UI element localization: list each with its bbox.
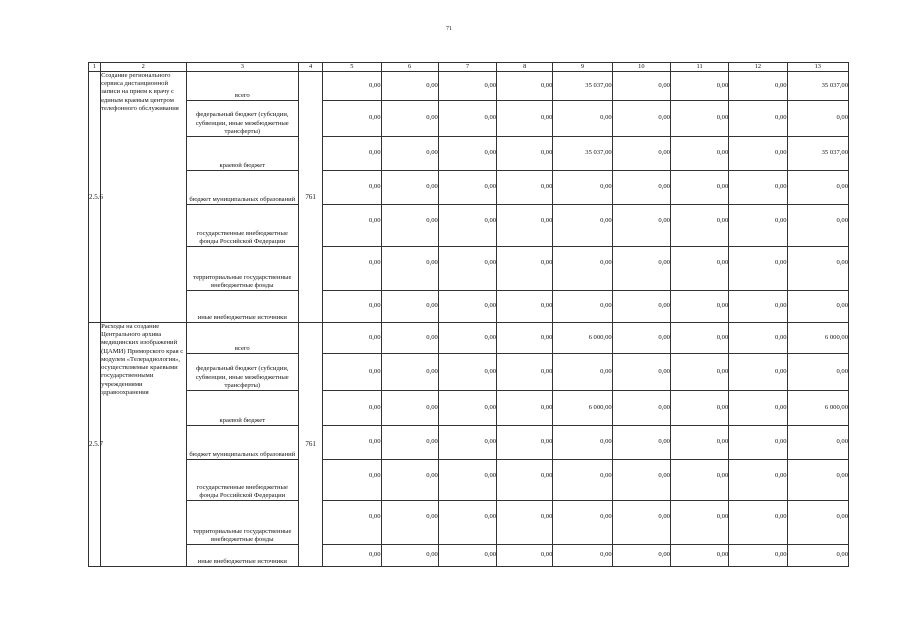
amount-cell: 0,00	[787, 354, 848, 391]
amount-cell: 0,00	[381, 501, 438, 545]
funding-source: всего	[186, 323, 299, 354]
amount-cell: 0,00	[323, 101, 381, 137]
table-row	[89, 460, 849, 501]
amount-cell: 0,00	[553, 460, 612, 501]
amount-cell: 0,00	[497, 137, 553, 171]
amount-cell: 6 000,00	[787, 323, 848, 354]
funding-source: бюджет муниципальных образований	[186, 426, 299, 460]
amount-cell: 0,00	[553, 426, 612, 460]
amount-cell: 0,00	[670, 72, 728, 101]
amount-cell: 0,00	[670, 391, 728, 426]
amount-cell: 0,00	[612, 545, 670, 567]
amount-cell: 0,00	[553, 501, 612, 545]
amount-cell: 35 037,00	[787, 137, 848, 171]
amount-cell: 0,00	[323, 391, 381, 426]
amount-cell: 0,00	[787, 171, 848, 205]
amount-cell: 0,00	[612, 291, 670, 323]
amount-cell: 0,00	[438, 426, 496, 460]
amount-cell: 0,00	[612, 72, 670, 101]
amount-cell: 0,00	[729, 291, 787, 323]
amount-cell: 0,00	[438, 354, 496, 391]
amount-cell: 0,00	[438, 171, 496, 205]
amount-cell: 0,00	[323, 545, 381, 567]
amount-cell: 0,00	[553, 205, 612, 247]
amount-cell: 0,00	[729, 501, 787, 545]
amount-cell: 0,00	[323, 171, 381, 205]
amount-cell: 6 000,00	[553, 391, 612, 426]
amount-cell: 0,00	[553, 291, 612, 323]
amount-cell: 0,00	[323, 323, 381, 354]
amount-cell: 0,00	[381, 137, 438, 171]
amount-cell: 0,00	[497, 247, 553, 291]
amount-cell: 0,00	[729, 391, 787, 426]
funding-source: территориальные государственные внебюджетные фонды	[186, 501, 299, 545]
amount-cell: 0,00	[787, 545, 848, 567]
table-row	[89, 137, 849, 171]
table-row	[89, 323, 849, 354]
amount-cell: 0,00	[381, 545, 438, 567]
amount-cell: 0,00	[612, 460, 670, 501]
amount-cell: 0,00	[787, 501, 848, 545]
funding-source: территориальные государственные внебюджетные фонды	[186, 247, 299, 291]
table-row	[89, 101, 849, 137]
amount-cell: 0,00	[612, 391, 670, 426]
amount-cell: 0,00	[497, 545, 553, 567]
amount-cell: 0,00	[438, 72, 496, 101]
amount-cell: 0,00	[438, 137, 496, 171]
column-header: 6	[381, 63, 438, 72]
table-row	[89, 501, 849, 545]
column-header: 4	[299, 63, 323, 72]
table-body	[89, 72, 849, 567]
table-row	[89, 354, 849, 391]
page-number: 71	[446, 26, 452, 32]
amount-cell: 0,00	[497, 501, 553, 545]
amount-cell: 0,00	[323, 205, 381, 247]
amount-cell: 0,00	[381, 101, 438, 137]
amount-cell: 0,00	[497, 72, 553, 101]
amount-cell: 0,00	[612, 205, 670, 247]
amount-cell: 0,00	[670, 426, 728, 460]
column-header: 13	[787, 63, 848, 72]
amount-cell: 0,00	[497, 171, 553, 205]
amount-cell: 0,00	[381, 323, 438, 354]
amount-cell: 0,00	[553, 171, 612, 205]
amount-cell: 0,00	[497, 323, 553, 354]
amount-cell: 0,00	[438, 501, 496, 545]
table-row	[89, 171, 849, 205]
table-row	[89, 247, 849, 291]
amount-cell: 35 037,00	[553, 72, 612, 101]
column-header: 12	[729, 63, 787, 72]
amount-cell: 0,00	[670, 137, 728, 171]
amount-cell: 0,00	[670, 323, 728, 354]
amount-cell: 0,00	[670, 501, 728, 545]
amount-cell: 0,00	[438, 391, 496, 426]
amount-cell: 0,00	[670, 205, 728, 247]
budget-table	[88, 62, 849, 567]
amount-cell: 0,00	[612, 323, 670, 354]
amount-cell: 0,00	[612, 101, 670, 137]
column-header: 5	[323, 63, 381, 72]
amount-cell: 0,00	[670, 354, 728, 391]
amount-cell: 0,00	[323, 460, 381, 501]
funding-source: всего	[186, 72, 299, 101]
column-header: 10	[612, 63, 670, 72]
amount-cell: 0,00	[497, 460, 553, 501]
amount-cell: 0,00	[381, 354, 438, 391]
amount-cell: 0,00	[553, 354, 612, 391]
amount-cell: 35 037,00	[553, 137, 612, 171]
amount-cell: 0,00	[323, 426, 381, 460]
amount-cell: 0,00	[787, 291, 848, 323]
funding-source: иные внебюджетные источники	[186, 291, 299, 323]
amount-cell: 0,00	[670, 460, 728, 501]
table-row	[89, 426, 849, 460]
amount-cell: 0,00	[729, 137, 787, 171]
amount-cell: 0,00	[381, 171, 438, 205]
amount-cell: 0,00	[497, 101, 553, 137]
amount-cell: 0,00	[670, 101, 728, 137]
amount-cell: 0,00	[729, 205, 787, 247]
amount-cell: 0,00	[787, 205, 848, 247]
amount-cell: 0,00	[612, 354, 670, 391]
section-name: Создание регионального сервиса дистанционной записи на прием к врачу с единым краевым центром телефонного обслуживания	[101, 72, 186, 323]
section-name: Расходы на создание Центрального архива медицинских изображений (ЦАМИ) Приморского края с модулем «Телерадиология», осуществляемые краевыми государственными учреждениями здравоохранения	[101, 323, 186, 567]
amount-cell: 0,00	[381, 391, 438, 426]
column-header: 2	[101, 63, 186, 72]
amount-cell: 0,00	[787, 426, 848, 460]
amount-cell: 0,00	[381, 426, 438, 460]
amount-cell: 0,00	[438, 247, 496, 291]
amount-cell: 6 000,00	[787, 391, 848, 426]
amount-cell: 0,00	[497, 391, 553, 426]
amount-cell: 0,00	[497, 426, 553, 460]
amount-cell: 0,00	[381, 460, 438, 501]
amount-cell: 0,00	[612, 137, 670, 171]
table-row	[89, 72, 849, 101]
budget-code: 761	[299, 72, 323, 323]
amount-cell: 0,00	[323, 72, 381, 101]
amount-cell: 0,00	[381, 291, 438, 323]
amount-cell: 0,00	[438, 323, 496, 354]
amount-cell: 0,00	[323, 291, 381, 323]
table-row	[89, 391, 849, 426]
funding-source: государственные внебюджетные фонды Российской Федерации	[186, 460, 299, 501]
funding-source: федеральный бюджет (субсидии, субвенции, иные межбюджетные трансферты)	[186, 101, 299, 137]
amount-cell: 0,00	[729, 426, 787, 460]
amount-cell: 0,00	[438, 545, 496, 567]
amount-cell: 0,00	[729, 354, 787, 391]
budget-code: 761	[299, 323, 323, 567]
amount-cell: 0,00	[553, 247, 612, 291]
section-index: 2.5.6	[89, 72, 101, 323]
amount-cell: 0,00	[553, 101, 612, 137]
column-header: 11	[670, 63, 728, 72]
amount-cell: 0,00	[497, 354, 553, 391]
amount-cell: 35 037,00	[787, 72, 848, 101]
amount-cell: 0,00	[729, 171, 787, 205]
amount-cell: 0,00	[381, 72, 438, 101]
amount-cell: 0,00	[323, 137, 381, 171]
amount-cell: 0,00	[729, 323, 787, 354]
amount-cell: 0,00	[787, 247, 848, 291]
amount-cell: 0,00	[497, 205, 553, 247]
table-row	[89, 205, 849, 247]
column-header: 1	[89, 63, 101, 72]
funding-source: краевой бюджет	[186, 137, 299, 171]
amount-cell: 6 000,00	[553, 323, 612, 354]
section-index: 2.5.7	[89, 323, 101, 567]
column-header: 8	[497, 63, 553, 72]
funding-source: иные внебюджетные источники	[186, 545, 299, 567]
column-header: 7	[438, 63, 496, 72]
amount-cell: 0,00	[553, 545, 612, 567]
amount-cell: 0,00	[381, 205, 438, 247]
amount-cell: 0,00	[612, 426, 670, 460]
amount-cell: 0,00	[612, 247, 670, 291]
funding-source: краевой бюджет	[186, 391, 299, 426]
amount-cell: 0,00	[323, 247, 381, 291]
amount-cell: 0,00	[497, 291, 553, 323]
amount-cell: 0,00	[438, 460, 496, 501]
amount-cell: 0,00	[729, 460, 787, 501]
column-header: 9	[553, 63, 612, 72]
funding-source: бюджет муниципальных образований	[186, 171, 299, 205]
amount-cell: 0,00	[323, 501, 381, 545]
header-row	[89, 63, 849, 72]
amount-cell: 0,00	[729, 101, 787, 137]
amount-cell: 0,00	[670, 247, 728, 291]
amount-cell: 0,00	[612, 501, 670, 545]
amount-cell: 0,00	[323, 354, 381, 391]
amount-cell: 0,00	[438, 101, 496, 137]
funding-source: государственные внебюджетные фонды Российской Федерации	[186, 205, 299, 247]
amount-cell: 0,00	[787, 460, 848, 501]
amount-cell: 0,00	[670, 171, 728, 205]
amount-cell: 0,00	[381, 247, 438, 291]
amount-cell: 0,00	[438, 291, 496, 323]
amount-cell: 0,00	[729, 247, 787, 291]
table-row	[89, 291, 849, 323]
amount-cell: 0,00	[670, 545, 728, 567]
amount-cell: 0,00	[787, 101, 848, 137]
funding-source: федеральный бюджет (субсидии, субвенции, иные межбюджетные трансферты)	[186, 354, 299, 391]
column-header: 3	[186, 63, 299, 72]
amount-cell: 0,00	[670, 291, 728, 323]
amount-cell: 0,00	[438, 205, 496, 247]
amount-cell: 0,00	[729, 72, 787, 101]
amount-cell: 0,00	[729, 545, 787, 567]
table-row	[89, 545, 849, 567]
amount-cell: 0,00	[612, 171, 670, 205]
